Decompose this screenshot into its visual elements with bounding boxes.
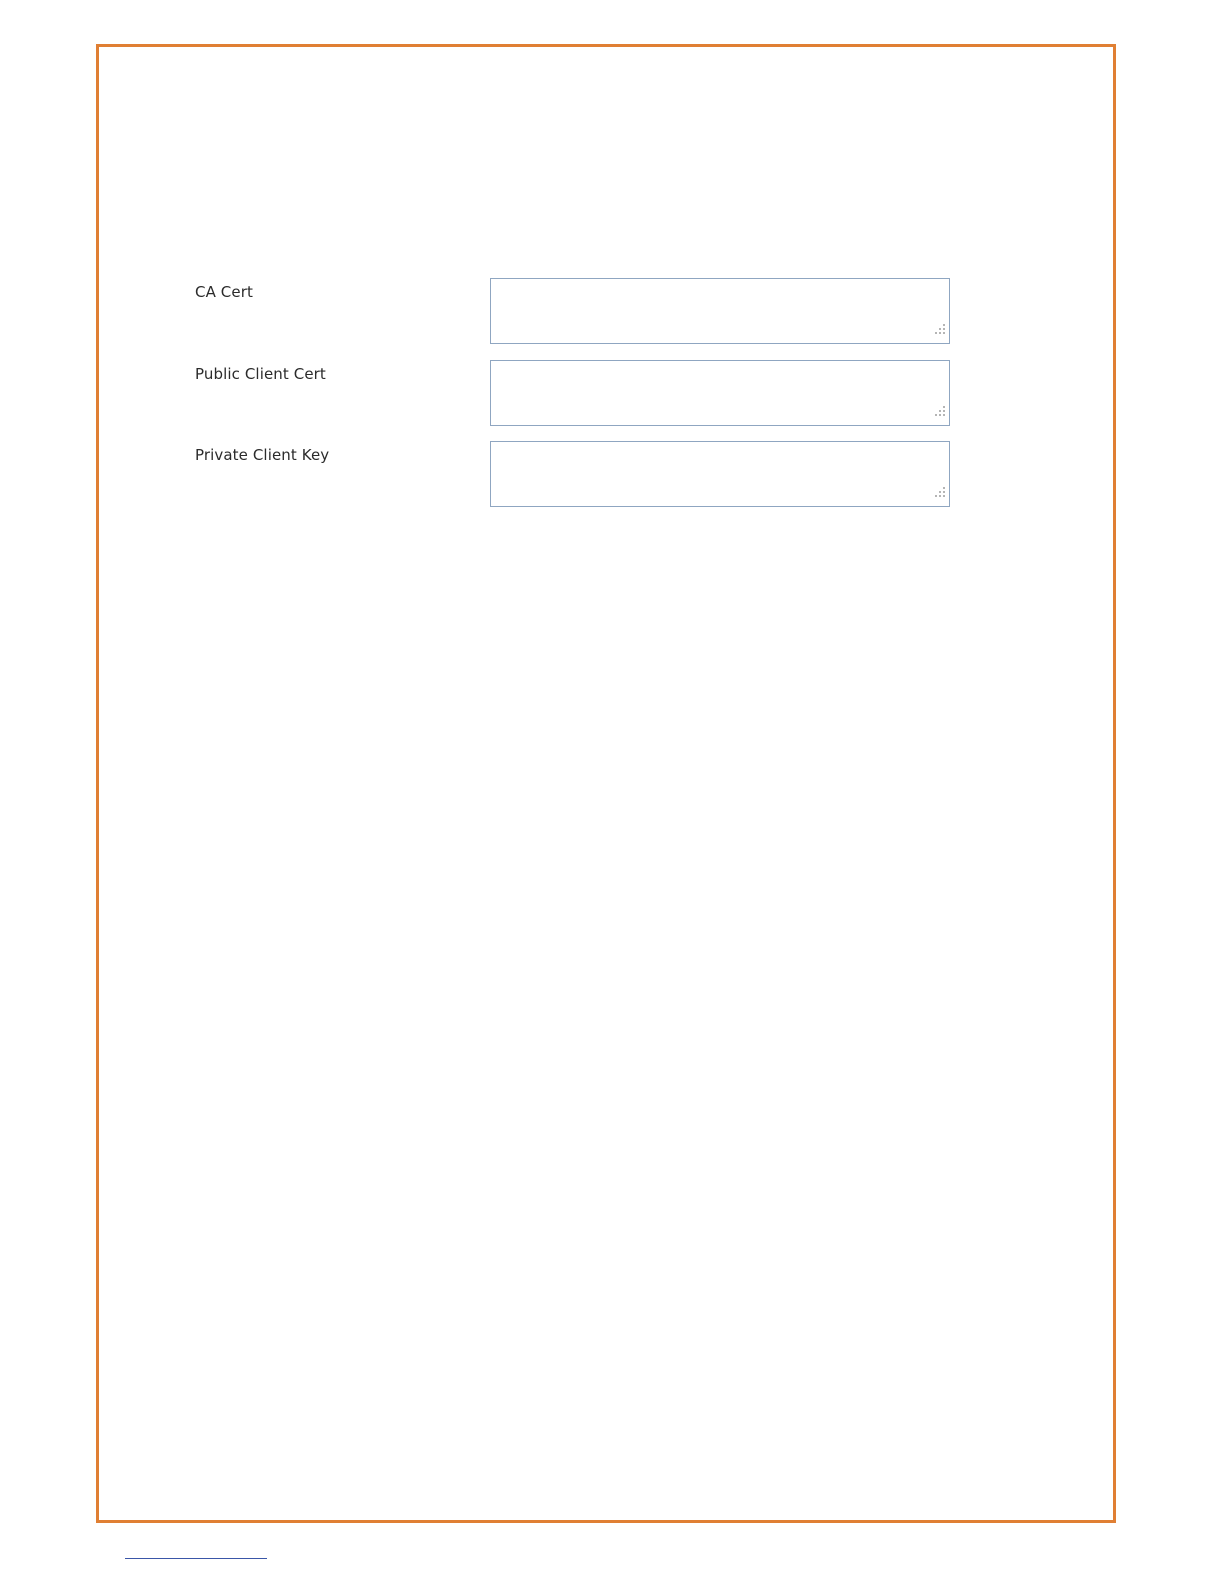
resize-grip-icon[interactable] [933, 487, 945, 499]
public-client-cert-label: Public Client Cert [195, 365, 326, 383]
ca-cert-row [195, 278, 955, 344]
page-frame [96, 44, 1116, 1523]
resize-grip-icon[interactable] [933, 406, 945, 418]
public-client-cert-textarea[interactable] [490, 360, 950, 426]
ca-cert-textarea[interactable] [490, 278, 950, 344]
footnote-separator [125, 1558, 267, 1559]
private-client-key-textarea[interactable] [490, 441, 950, 507]
private-client-key-row [195, 441, 955, 507]
public-client-cert-row [195, 360, 955, 426]
private-client-key-label: Private Client Key [195, 446, 330, 464]
resize-grip-icon[interactable] [933, 324, 945, 336]
ca-cert-label: CA Cert [195, 283, 253, 301]
